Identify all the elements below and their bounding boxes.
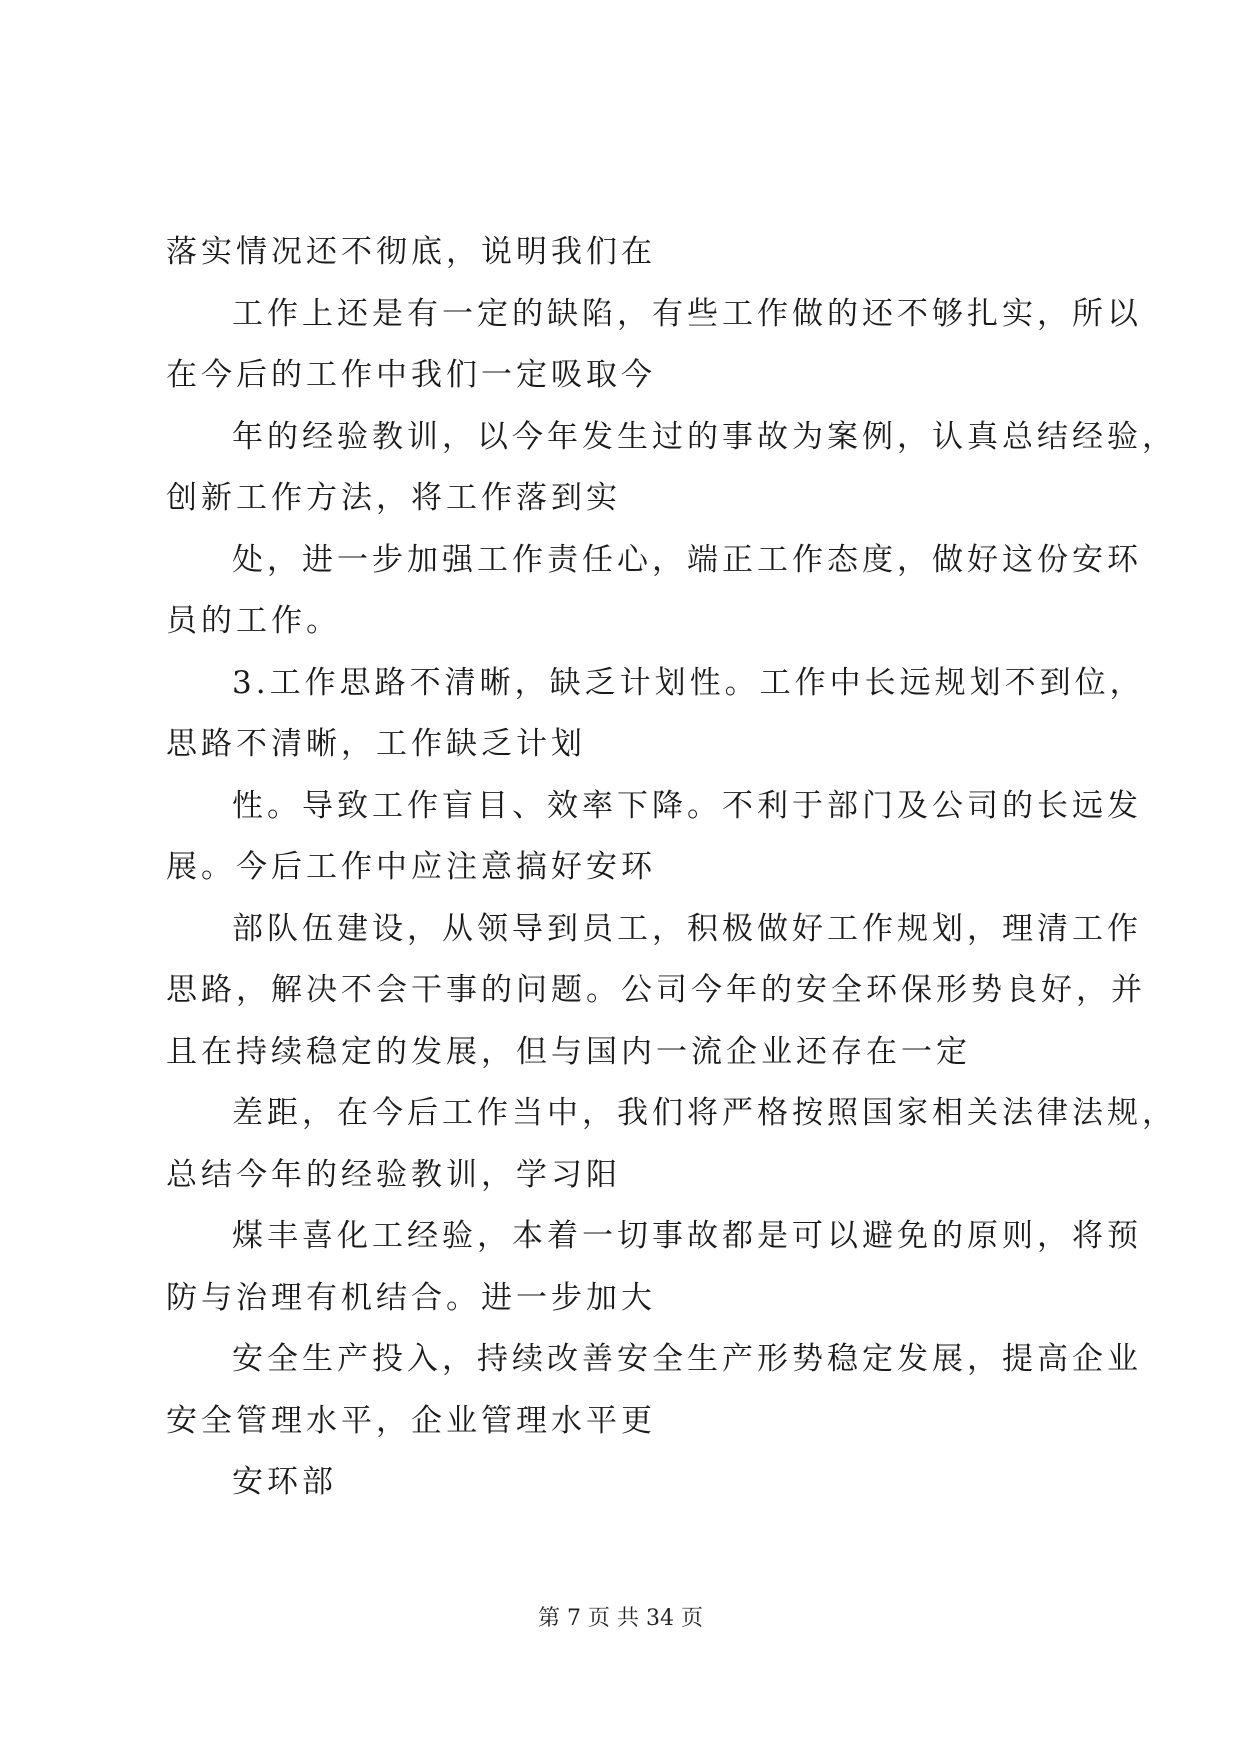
text-line: 安全管理水平，企业管理水平更 [166, 1402, 656, 1439]
text-line: 在今后的工作中我们一定吸取今 [166, 357, 656, 393]
text-line: 差距，在今后工作当中，我们将严格按照国家相关法律法规， [232, 1095, 1177, 1131]
text-line: 安全生产投入，持续改善安全生产形势稳定发展，提高企业 [232, 1341, 1142, 1377]
text-line: 部队伍建设，从领导到员工，积极做好工作规划，理清工作 [232, 910, 1142, 947]
text-line: 安环部 [232, 1464, 337, 1500]
text-line: 煤丰喜化工经验，本着一切事故都是可以避免的原则，将预 [232, 1218, 1142, 1254]
text-line: 处，进一步加强工作责任心，端正工作态度，做好这份安环 [232, 541, 1142, 578]
text-line: 落实情况还不彻底，说明我们在 [166, 234, 656, 270]
text-line: 思路不清晰，工作缺乏计划 [166, 726, 586, 762]
page-footer: 第 7 页 共 34 页 [538, 1606, 703, 1631]
text-line: 思路，解决不会干事的问题。公司今年的安全环保形势良好，并 [166, 972, 1146, 1008]
text-line: 3.工作思路不清晰，缺乏计划性。工作中长远规划不到位， [232, 664, 1145, 701]
text-line: 展。今后工作中应注意搞好安环 [166, 849, 656, 885]
text-line: 创新工作方法，将工作落到实 [166, 480, 621, 516]
text-line: 总结今年的经验教训，学习阳 [166, 1156, 621, 1193]
text-line: 性。导致工作盲目、效率下降。不利于部门及公司的长远发 [232, 787, 1142, 824]
text-line: 工作上还是有一定的缺陷，有些工作做的还不够扎实，所以 [232, 295, 1142, 332]
text-line: 员的工作。 [166, 603, 341, 639]
text-line: 防与治理有机结合。进一步加大 [166, 1279, 656, 1316]
text-line: 年的经验教训，以今年发生过的事故为案例，认真总结经验， [232, 418, 1177, 455]
text-line: 且在持续稳定的发展，但与国内一流企业还存在一定 [166, 1033, 971, 1070]
